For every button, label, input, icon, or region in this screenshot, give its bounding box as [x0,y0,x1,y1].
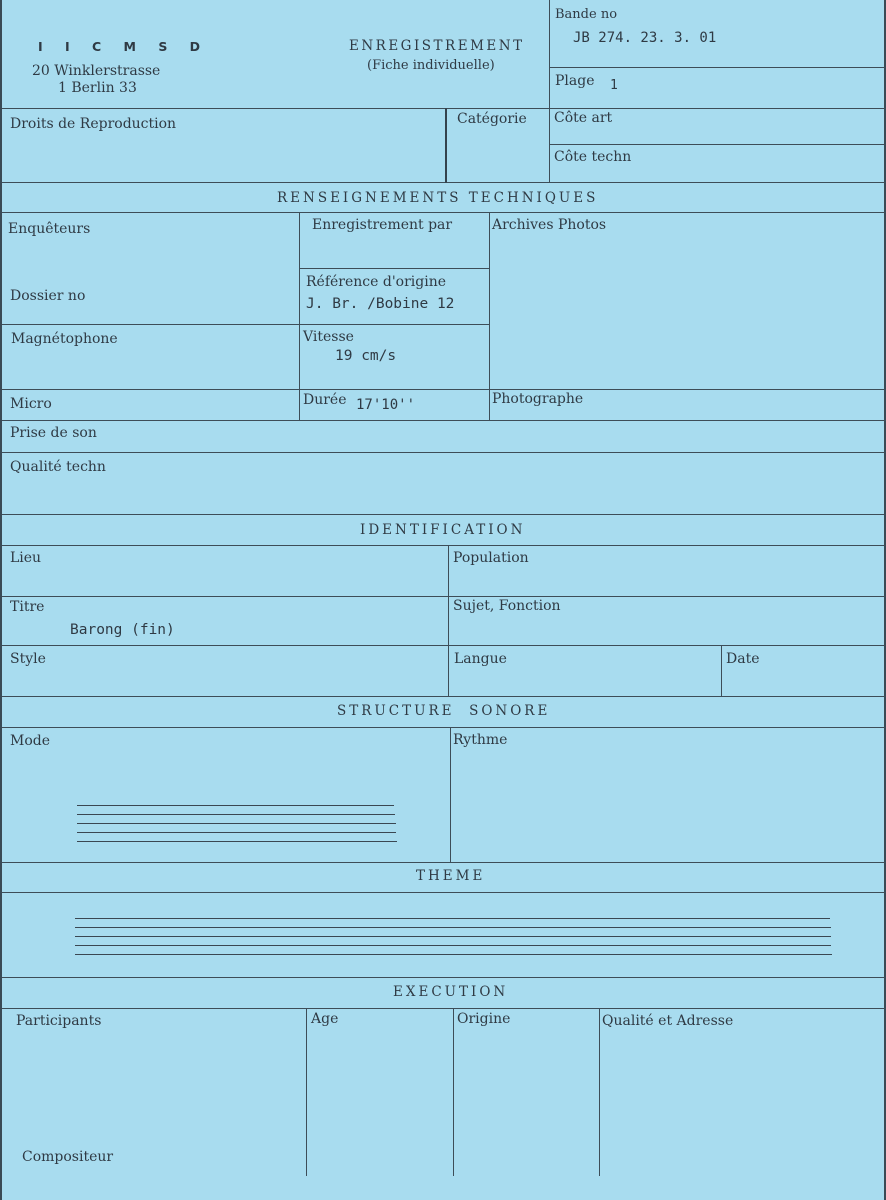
rule-tech-col1 [299,212,300,420]
titre-label: Titre [10,599,45,615]
mode-staff-line [77,841,397,842]
rule-technique-title [2,212,886,213]
cote-techn-label: Côte techn [554,149,632,165]
rule-date-col [721,645,722,696]
date-label: Date [726,651,760,667]
qualite-techn-label: Qualité techn [10,459,106,475]
lieu-label: Lieu [10,550,42,566]
identification-section-title: IDENTIFICATION [360,522,526,538]
rule-exec-col1 [306,1008,307,1176]
structure-section-title: STRUCTURE SONORE [337,703,551,719]
archives-photos-label: Archives Photos [492,217,607,233]
rule-theme-title [2,892,886,893]
style-label: Style [10,651,46,667]
rythme-label: Rythme [453,732,508,748]
execution-section-title: EXECUTION [393,984,509,1000]
rule-categorie-v [445,108,447,183]
form-subtitle: (Fiche individuelle) [367,58,495,73]
photographe-label: Photographe [492,391,584,407]
vitesse-value: 19 cm/s [335,348,397,364]
rule-qualite-bottom [2,514,886,515]
plage-label: Plage [555,73,595,89]
rule-theme-bottom [2,977,886,978]
participants-label: Participants [16,1013,102,1029]
compositeur-label: Compositeur [22,1149,114,1165]
langue-label: Langue [454,651,507,667]
dossier-label: Dossier no [10,288,86,304]
reference-label: Référence d'origine [306,274,447,290]
age-label: Age [311,1011,339,1027]
rule-reference-bottom [2,324,489,325]
mode-staff-line [77,823,396,824]
rule-lieu-bottom [2,596,886,597]
rule-structure-title [2,727,886,728]
categorie-label: Catégorie [457,111,527,127]
theme-staff-line [75,918,830,919]
rule-titre-bottom [2,645,886,646]
rule-tech-col2 [489,212,490,420]
rule-rights-bottom [2,182,886,183]
rule-cote-mid [550,144,886,145]
org-name: I I C M S D [38,39,210,54]
rule-header-right-v [549,0,550,183]
vitesse-label: Vitesse [303,329,354,345]
rule-prise-bottom [2,452,886,453]
enregistrement-par-label: Enregistrement par [312,217,453,233]
form-title: ENREGISTREMENT [349,38,525,54]
enqueteurs-label: Enquêteurs [8,221,91,237]
mode-staff-line [77,832,396,833]
mode-staff-line [77,814,395,815]
theme-staff-line [75,945,831,946]
address-city: 1 Berlin 33 [58,80,137,96]
rule-execution-title [2,1008,886,1009]
rule-micro-top [2,389,886,390]
reference-value: J. Br. /Bobine 12 [306,296,455,312]
mode-staff-line [77,805,394,806]
rule-enreg-par-bottom [299,268,489,269]
theme-staff-line [75,936,831,937]
droits-label: Droits de Reproduction [10,116,177,132]
duree-value: 17'10'' [356,397,416,413]
cote-art-label: Côte art [554,110,613,126]
rule-style-bottom [2,696,886,697]
rule-mode-bottom [2,862,886,863]
rule-exec-col3 [599,1008,600,1176]
titre-value: Barong (fin) [70,622,175,638]
mode-label: Mode [10,733,51,749]
rule-header-bottom [2,108,886,109]
magnetophone-label: Magnétophone [11,331,118,347]
rule-header-right-mid [550,67,886,68]
bande-label: Bande no [555,7,618,22]
micro-label: Micro [10,396,52,412]
theme-staff-line [75,927,831,928]
rule-identification-title [2,545,886,546]
address-street: 20 Winklerstrasse [32,63,161,79]
qualite-adresse-label: Qualité et Adresse [602,1013,734,1029]
rule-ident-col [448,545,449,696]
technique-section-title: RENSEIGNEMENTS TECHNIQUES [277,190,599,206]
rule-exec-col2 [453,1008,454,1176]
theme-staff-line [75,954,832,955]
plage-value: 1 [610,78,618,93]
prise-de-son-label: Prise de son [10,425,97,441]
population-label: Population [453,550,529,566]
origine-label: Origine [457,1011,511,1027]
duree-label: Durée [303,392,347,408]
theme-section-title: THEME [416,868,486,884]
sujet-label: Sujet, Fonction [453,598,561,614]
bande-value: JB 274. 23. 3. 01 [573,30,717,46]
rule-structure-col [450,727,451,862]
rule-micro-bottom [2,420,886,421]
